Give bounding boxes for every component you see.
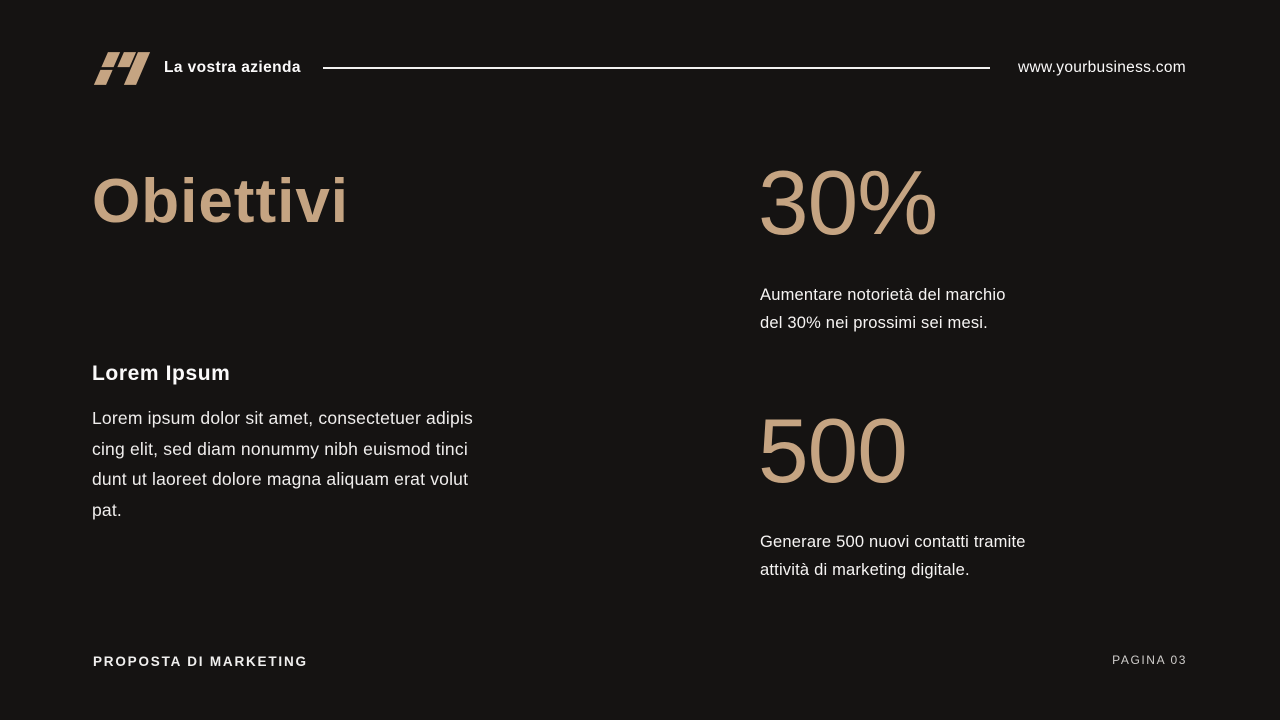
slide-title: Obiettivi xyxy=(92,167,350,236)
paragraph-line: cing elit, sed diam nonummy nibh euismod tinci xyxy=(92,438,468,459)
header-divider-line xyxy=(323,67,990,69)
lorem-paragraph xyxy=(92,403,562,525)
header xyxy=(92,46,1186,90)
footer-document-title: PROPOSTA DI MARKETING xyxy=(93,654,308,669)
stat-description-line: Generare 500 nuovi contatti tramite xyxy=(760,533,1026,551)
stat-description-line: attività di marketing digitale. xyxy=(760,560,970,579)
website-url: www.yourbusiness.com xyxy=(1018,59,1186,76)
stat-value-30-percent: 30% xyxy=(758,153,938,254)
stat-value-500: 500 xyxy=(758,401,907,502)
lorem-section xyxy=(92,362,562,525)
paragraph-line: Lorem ipsum dolor sit amet, consectetuer adipis xyxy=(92,408,473,428)
paragraph-line: dunt ut laoreet dolore magna aliquam erat volut xyxy=(92,469,469,489)
stat-description-500 xyxy=(760,529,1026,584)
footer-page-number: PAGINA 03 xyxy=(1112,653,1187,667)
stat-description-30-percent xyxy=(760,282,1006,337)
stat-description-line: Aumentare notorietà del marchio xyxy=(760,286,1006,304)
lorem-heading: Lorem Ipsum xyxy=(92,362,231,385)
paragraph-line: pat. xyxy=(92,499,122,520)
brand-name: La vostra azienda xyxy=(164,59,301,76)
company-logo-icon xyxy=(92,48,152,88)
stat-description-line: del 30% nei prossimi sei mesi. xyxy=(760,313,988,332)
